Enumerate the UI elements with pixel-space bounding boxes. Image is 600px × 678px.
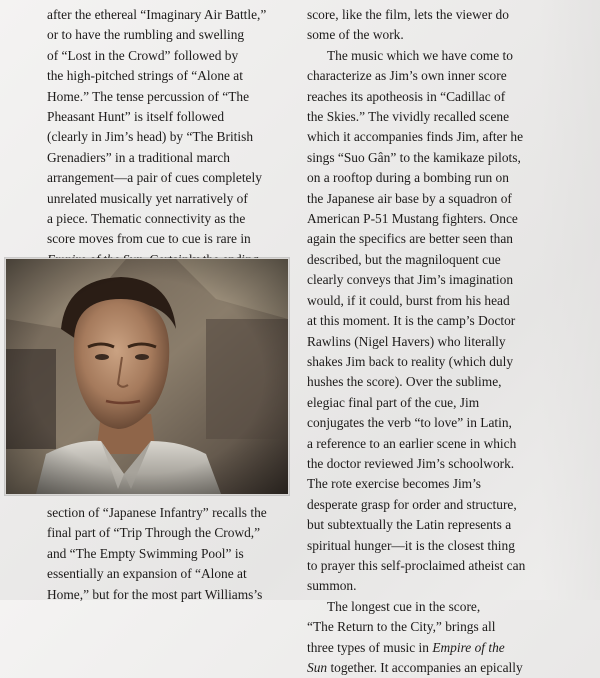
- text-line: unrelated musically yet narratively of: [47, 190, 248, 206]
- text-line: clearly conveys that Jim’s imagination: [307, 272, 514, 288]
- text-line: some of the work.: [307, 27, 404, 43]
- text-line: the Japanese air base by a squadron of: [307, 190, 512, 206]
- text-line: The music which we have come to: [327, 47, 513, 63]
- text-line: elegiac final part of the cue, Jim: [307, 394, 480, 410]
- paragraph: [47, 503, 287, 605]
- text-line: Rawlins (Nigel Havers) who literally: [307, 333, 506, 349]
- text-line: score moves from cue to cue is rare in: [47, 231, 251, 247]
- film-still-photo: [5, 258, 289, 495]
- text-line: and “The Empty Swimming Pool” is: [47, 545, 244, 561]
- text-line: after the ethereal “Imaginary Air Battle,”: [47, 7, 267, 22]
- text-line: which it accompanies finds Jim, after he: [307, 129, 524, 145]
- text-line: hushes the score). Over the sublime,: [307, 374, 502, 390]
- text-line: but subtextually the Latin represents a: [307, 517, 512, 533]
- paragraph: [307, 46, 557, 597]
- paragraph: [307, 597, 557, 678]
- text-line: Pheasant Hunt” is itself followed: [47, 109, 225, 125]
- text-line: Home,” but for the most part Williams’s: [47, 586, 263, 602]
- text-line: essentially an expansion of “Alone at: [47, 566, 247, 582]
- film-still-image: [6, 259, 288, 494]
- text-line: [307, 658, 557, 678]
- text-line: to prayer this self-proclaimed atheist can: [307, 557, 526, 573]
- text-line: “The Return to the City,” brings all: [307, 619, 496, 635]
- text-line: final part of “Trip Through the Crowd,”: [47, 525, 261, 541]
- text-line: The rote exercise becomes Jim’s: [307, 476, 482, 492]
- text-line: the Skies.” The vividly recalled scene: [307, 109, 510, 125]
- text-line: again the specifics are better seen than: [307, 231, 513, 247]
- text-line: section of “Japanese Infantry” recalls the: [47, 505, 267, 520]
- text-line: Grenadiers” in a traditional march: [47, 149, 230, 165]
- paragraph: [307, 5, 557, 46]
- text-line: the doctor reviewed Jim’s schoolwork.: [307, 455, 515, 471]
- text-line: summon.: [307, 578, 357, 594]
- text-line: on a rooftop during a bombing run on: [307, 170, 509, 186]
- text-line: arrangement—a pair of cues completely: [47, 170, 262, 186]
- text-line: sings “Suo Gân” to the kamikaze pilots,: [307, 149, 521, 165]
- text-line: at this moment. It is the camp’s Doctor: [307, 313, 516, 329]
- text-line: the high-pitched strings of “Alone at: [47, 68, 243, 84]
- text-line: characterize as Jim’s own inner score: [307, 68, 507, 84]
- text-line: (clearly in Jim’s head) by “The British: [47, 129, 254, 145]
- text-line: American P-51 Mustang fighters. Once: [307, 211, 518, 227]
- text-fragment: three types of music in: [307, 639, 433, 655]
- left-column-top-text: [47, 5, 287, 270]
- text-line: or to have the rumbling and swelling: [47, 27, 245, 43]
- text-line: spiritual hunger—it is the closest thing: [307, 537, 515, 553]
- text-line: score, like the film, lets the viewer do: [307, 7, 509, 22]
- text-line: [307, 638, 557, 658]
- paragraph: [47, 5, 287, 270]
- text-line: a piece. Thematic connectivity as the: [47, 211, 246, 227]
- text-line: desperate grasp for order and structure,: [307, 496, 517, 512]
- text-line: reaches its apotheosis in “Cadillac of: [307, 88, 506, 104]
- text-fragment: together. It accompanies an epically: [327, 660, 523, 675]
- text-line: shakes Jim back to reality (which duly: [307, 353, 514, 369]
- text-line: conjugates the verb “to love” in Latin,: [307, 415, 512, 431]
- text-line: described, but the magniloquent cue: [307, 251, 501, 267]
- text-line: Home.” The tense percussion of “The: [47, 88, 250, 104]
- text-line: The longest cue in the score,: [327, 598, 481, 614]
- left-column-bottom-text: [47, 503, 287, 605]
- film-title-italic: Sun: [307, 660, 328, 675]
- text-line: would, if it could, burst from his head: [307, 292, 510, 308]
- film-title-italic: Empire of the: [432, 639, 505, 655]
- text-line: of “Lost in the Crowd” followed by: [47, 47, 239, 63]
- right-column-text: [307, 5, 557, 678]
- text-line: a reference to an earlier scene in which: [307, 435, 517, 451]
